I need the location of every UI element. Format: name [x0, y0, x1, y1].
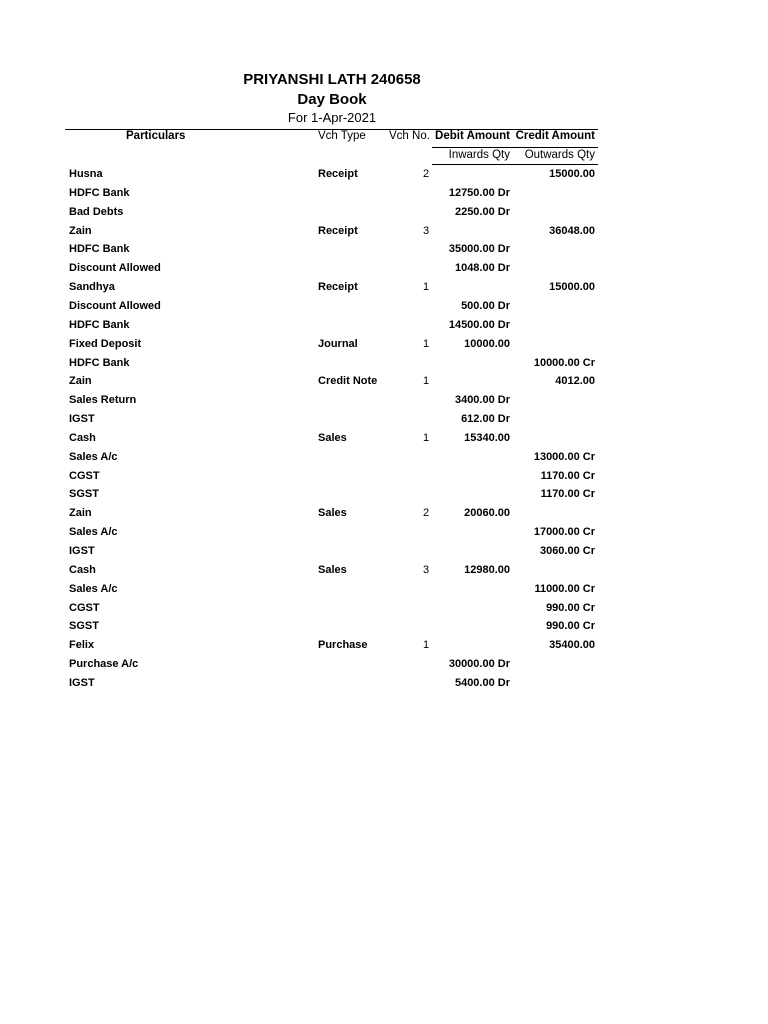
table-row [0, 545, 768, 563]
report-period: For 1-Apr-2021 [287, 110, 377, 125]
row-credit-amount: 36048.00 [549, 224, 595, 237]
header-sub-rule [432, 147, 598, 148]
table-row [0, 206, 768, 224]
row-debit-amount: 10000.00 [464, 337, 510, 350]
row-credit-amount: 990.00 Cr [546, 620, 595, 633]
table-row [0, 225, 768, 243]
table-row [0, 564, 768, 582]
row-particulars: SGST [69, 620, 99, 633]
row-particulars: Sandhya [69, 281, 115, 294]
row-particulars: HDFC Bank [69, 186, 130, 199]
table-row [0, 526, 768, 544]
table-row [0, 394, 768, 412]
row-particulars: Zain [69, 507, 92, 520]
row-particulars: IGST [69, 413, 95, 426]
col-credit-amount: Credit Amount [515, 130, 595, 142]
row-debit-amount: 20060.00 [464, 507, 510, 520]
row-vch-type: Credit Note [318, 375, 378, 388]
row-particulars: CGST [69, 601, 100, 614]
header-bottom-rule [432, 164, 598, 165]
row-debit-amount: 12980.00 [464, 563, 510, 576]
row-vch-type: Sales [318, 507, 347, 520]
row-credit-amount: 15000.00 [549, 281, 595, 294]
table-row [0, 243, 768, 261]
row-vch-type: Journal [318, 337, 358, 350]
row-particulars: Felix [69, 639, 95, 652]
row-particulars: Purchase A/c [69, 658, 139, 671]
row-particulars: Discount Allowed [69, 299, 161, 312]
row-debit-amount: 612.00 Dr [461, 413, 510, 426]
table-row [0, 620, 768, 638]
table-row [0, 338, 768, 356]
row-vch-no: 1 [423, 281, 430, 294]
col-inwards-qty: Inwards Qty [448, 149, 510, 161]
row-particulars: Sales A/c [69, 450, 118, 463]
row-vch-no: 1 [423, 375, 430, 388]
row-particulars: Fixed Deposit [69, 337, 142, 350]
row-particulars: Cash [69, 431, 96, 444]
row-particulars: Sales A/c [69, 526, 118, 539]
table-row [0, 432, 768, 450]
row-vch-no: 1 [423, 337, 430, 350]
row-particulars: HDFC Bank [69, 356, 130, 369]
col-debit-amount: Debit Amount [435, 130, 510, 142]
col-outwards-qty: Outwards Qty [524, 149, 595, 161]
table-row [0, 168, 768, 186]
row-credit-amount: 13000.00 Cr [533, 450, 595, 463]
row-particulars: IGST [69, 676, 95, 689]
row-particulars: Husna [69, 168, 103, 180]
row-debit-amount: 14500.00 Dr [448, 318, 510, 331]
row-credit-amount: 11000.00 Cr [534, 582, 595, 595]
row-debit-amount: 1048.00 Dr [454, 262, 510, 275]
table-row [0, 602, 768, 620]
row-debit-amount: 15340.00 [464, 431, 510, 444]
table-row [0, 658, 768, 676]
row-vch-type: Receipt [318, 281, 358, 294]
table-row [0, 451, 768, 469]
table-row [0, 677, 768, 695]
row-debit-amount: 12750.00 Dr [448, 186, 510, 199]
row-debit-amount: 35000.00 Dr [448, 243, 510, 256]
row-vch-no: 3 [423, 224, 430, 237]
row-credit-amount: 3060.00 Cr [539, 545, 595, 557]
row-particulars: HDFC Bank [69, 318, 130, 331]
table-row [0, 507, 768, 525]
row-particulars: Sales A/c [69, 582, 118, 595]
table-row [0, 413, 768, 431]
col-particulars: Particulars [126, 130, 186, 142]
table-row [0, 375, 768, 393]
row-vch-no: 1 [423, 431, 430, 444]
row-vch-no: 2 [423, 507, 430, 520]
table-row [0, 470, 768, 488]
row-vch-type: Receipt [318, 168, 358, 180]
row-particulars: Discount Allowed [69, 262, 161, 275]
row-particulars: HDFC Bank [69, 243, 130, 256]
row-particulars: Sales Return [69, 394, 137, 407]
row-credit-amount: 10000.00 Cr [533, 356, 595, 369]
row-vch-no: 3 [423, 563, 430, 576]
table-row [0, 300, 768, 318]
row-credit-amount: 35400.00 [549, 639, 595, 652]
company-name: PRIYANSHI LATH 240658 [243, 71, 421, 88]
table-row [0, 319, 768, 337]
row-particulars: IGST [69, 545, 95, 557]
row-debit-amount: 30000.00 Dr [448, 658, 510, 671]
row-vch-type: Sales [318, 431, 347, 444]
row-particulars: Zain [69, 375, 92, 388]
report-title: Day Book [297, 91, 367, 108]
row-debit-amount: 2250.00 Dr [454, 205, 510, 218]
row-particulars: Zain [69, 224, 92, 237]
row-credit-amount: 1170.00 Cr [540, 488, 595, 501]
row-credit-amount: 1170.00 Cr [540, 469, 595, 482]
row-particulars: CGST [69, 469, 100, 482]
row-vch-type: Purchase [318, 639, 368, 652]
row-debit-amount: 500.00 Dr [461, 299, 510, 312]
row-credit-amount: 15000.00 [549, 168, 595, 180]
table-row [0, 639, 768, 657]
row-vch-type: Receipt [318, 224, 358, 237]
row-vch-no: 1 [423, 639, 430, 652]
table-row [0, 281, 768, 299]
row-credit-amount: 4012.00 [555, 375, 595, 388]
col-vch-type: Vch Type [318, 130, 366, 142]
table-row [0, 488, 768, 506]
col-vch-no: Vch No. [389, 130, 430, 142]
row-particulars: SGST [69, 488, 99, 501]
row-credit-amount: 17000.00 Cr [533, 526, 595, 539]
table-row [0, 583, 768, 601]
row-particulars: Bad Debts [69, 205, 124, 218]
table-row [0, 262, 768, 280]
table-row [0, 357, 768, 375]
row-particulars: Cash [69, 563, 96, 576]
row-credit-amount: 990.00 Cr [546, 601, 595, 614]
row-vch-no: 2 [423, 168, 430, 180]
row-debit-amount: 5400.00 Dr [454, 676, 510, 689]
row-vch-type: Sales [318, 563, 347, 576]
table-row [0, 187, 768, 205]
row-debit-amount: 3400.00 Dr [454, 394, 510, 407]
